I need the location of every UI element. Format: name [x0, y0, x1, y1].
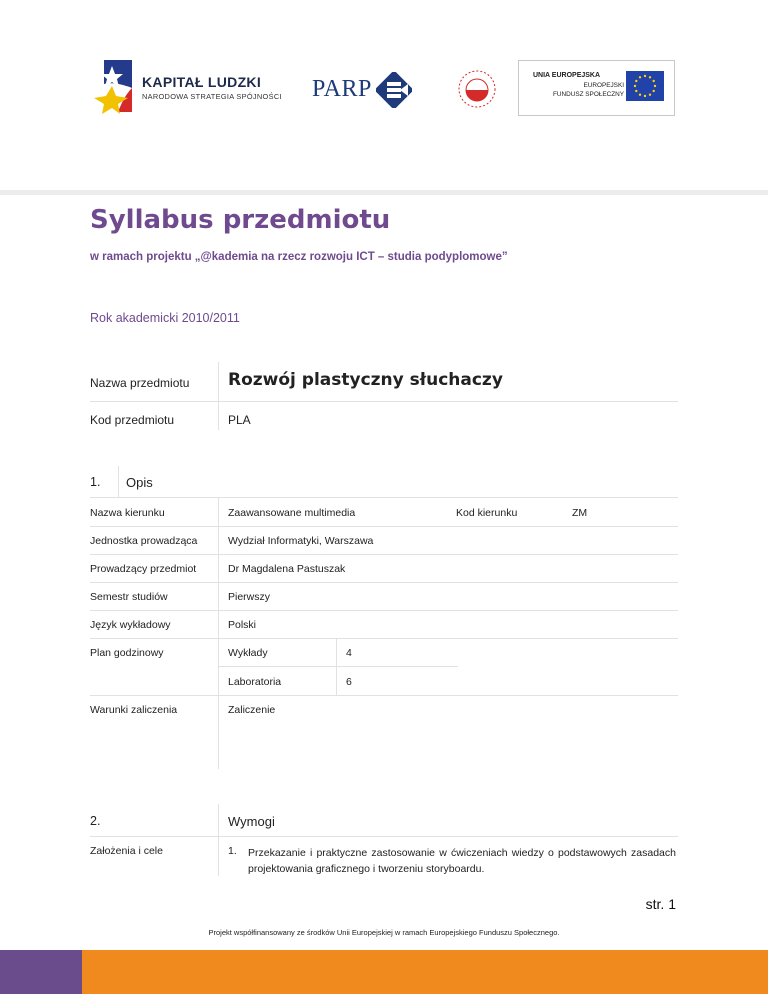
kapital-ludzki-title: KAPITAŁ LUDZKI	[142, 74, 262, 90]
language-label: Język wykładowy	[90, 619, 171, 631]
document-title: Syllabus przedmiotu	[90, 205, 391, 235]
academic-year: Rok akademicki 2010/2011	[90, 311, 240, 325]
column-divider	[118, 466, 119, 498]
row-divider	[90, 610, 678, 611]
language-value: Polski	[228, 619, 257, 631]
subject-name-label: Nazwa przedmiotu	[90, 376, 190, 390]
row-divider	[90, 638, 678, 639]
credit-conditions-value: Zaliczenie	[228, 704, 276, 716]
labs-label: Laboratoria	[228, 676, 282, 688]
row-divider	[90, 526, 678, 527]
parp-wordmark: PARP	[312, 76, 372, 102]
section-1-number: 1.	[90, 475, 101, 489]
field-of-study-value: Zaawansowane multimedia	[228, 507, 356, 519]
field-of-study-label: Nazwa kierunku	[90, 507, 165, 519]
institution-seal-logo	[458, 68, 496, 110]
row-divider	[218, 666, 458, 667]
subject-code-label: Kod przedmiotu	[90, 413, 175, 427]
goal-text: Przekazanie i praktyczne zastosowanie w ćwiczeniach wiedzy o podstawowych zasadach projektowania graficznego i tworzeniu storyboardu.	[248, 847, 676, 875]
kapital-ludzki-logo	[92, 58, 282, 114]
document-subtitle: w ramach projektu „@kademia na rzecz rozwoju ICT – studia podyplomowe”	[90, 251, 508, 263]
row-divider	[90, 401, 678, 402]
row-divider	[90, 695, 678, 696]
footer-band	[0, 950, 768, 994]
section-2-number: 2.	[90, 814, 101, 828]
eu-logo-line1: UNIA EUROPEJSKA	[533, 72, 601, 79]
header-logos	[0, 58, 768, 122]
subject-name-value: Rozwój plastyczny słuchaczy	[228, 370, 503, 390]
field-code-value: ZM	[572, 507, 588, 519]
row-divider	[90, 836, 678, 837]
labs-hours-value: 6	[346, 676, 352, 688]
eu-logo-line3: FUNDUSZ SPOŁECZNY	[552, 91, 624, 98]
semester-value: Pierwszy	[228, 591, 271, 603]
parp-logo	[312, 72, 422, 108]
column-divider	[218, 497, 219, 769]
eu-logo	[518, 60, 675, 116]
hours-plan-label: Plan godzinowy	[90, 647, 164, 659]
lecturer-label: Prowadzący przedmiot	[90, 563, 197, 575]
column-divider	[218, 362, 219, 430]
footer-accent	[0, 950, 82, 994]
section-1-title: Opis	[126, 475, 153, 490]
eu-flag-icon	[626, 71, 664, 101]
seal-emblem-icon	[458, 68, 496, 110]
credit-conditions-label: Warunki zaliczenia	[90, 704, 178, 716]
unit-value: Wydział Informatyki, Warszawa	[228, 535, 374, 547]
header-divider	[0, 190, 768, 195]
unit-label: Jednostka prowadząca	[90, 535, 198, 547]
row-divider	[90, 554, 678, 555]
goal-number: 1.	[228, 845, 237, 857]
semester-label: Semestr studiów	[90, 591, 168, 603]
row-divider	[90, 497, 678, 498]
lectures-hours-value: 4	[346, 647, 352, 659]
row-divider	[90, 582, 678, 583]
lecturer-value: Dr Magdalena Pastuszak	[228, 563, 346, 575]
funding-note: Projekt współfinansowany ze środków Unii Europejskiej w ramach Europejskiego Funduszu Społecznego.	[208, 928, 560, 937]
kapital-ludzki-emblem-icon	[92, 58, 138, 114]
kapital-ludzki-subtitle: NARODOWA STRATEGIA SPÓJNOŚCI	[142, 92, 282, 101]
field-code-label: Kod kierunku	[456, 507, 518, 519]
column-divider	[218, 804, 219, 876]
goals-label: Założenia i cele	[90, 845, 163, 857]
section-2-title: Wymogi	[228, 814, 275, 829]
subject-code-value: PLA	[228, 413, 251, 427]
eu-logo-line2: EUROPEJSKI	[583, 82, 624, 89]
lectures-label: Wykłady	[228, 647, 268, 659]
column-divider	[336, 638, 337, 695]
parp-emblem-icon	[376, 72, 412, 108]
page-number: str. 1	[645, 896, 676, 912]
